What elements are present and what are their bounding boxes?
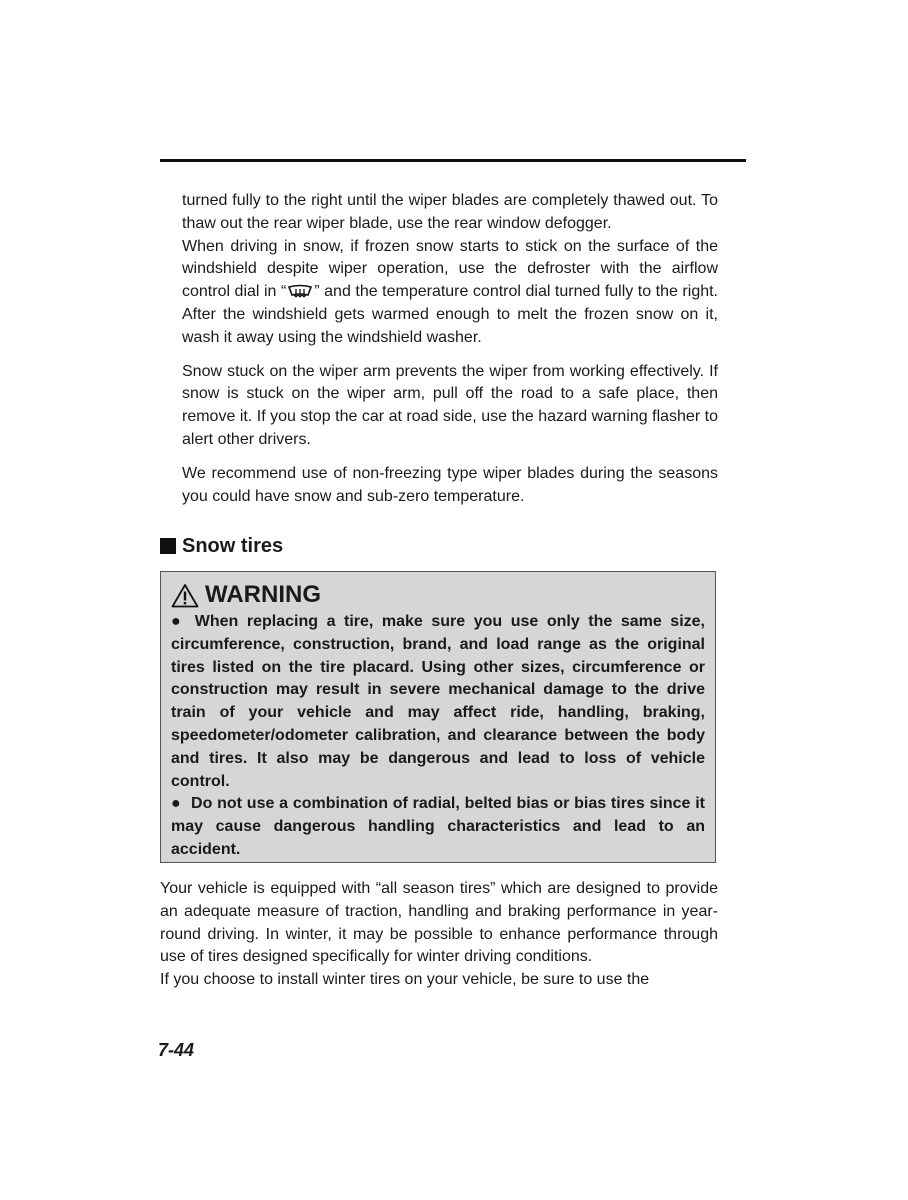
paragraph-defroster-after-text: ” and the temperature control dial turned fully to the right. After the windshield gets warmed enough to melt the frozen snow on it, wash it away using the windshield washer. xyxy=(182,283,719,346)
bullet-icon: ● xyxy=(171,795,182,813)
warning-item-text: When replacing a tire, make sure you use only the same size, circumference, construction, brand, and load range as the original tires listed on the tire placard. Using other sizes, circumference or construction may result in severe mechanical damage to the drive train of your vehicle and may affect ride, handling, braking, speedometer/odometer calibration, and clearance between the body and tires. It also may be dangerous and lead to loss of vehicle control. xyxy=(171,613,705,790)
paragraph-wiper-thaw xyxy=(182,190,718,350)
defroster-icon xyxy=(286,283,314,299)
paragraph-winter-tires: If you choose to install winter tires on your vehicle, be sure to use the xyxy=(160,971,650,989)
warning-title xyxy=(171,580,705,610)
page-number: 7-44 xyxy=(158,1040,195,1060)
warning-triangle-icon xyxy=(171,583,199,608)
warning-box xyxy=(160,571,716,863)
paragraph-wiper-blades: We recommend use of non-freezing type wiper blades during the seasons you could have snow and sub-zero temperature. xyxy=(182,464,718,505)
intro-text-block xyxy=(182,190,718,508)
paragraph-wiper-arm: Snow stuck on the wiper arm prevents the wiper from working effectively. If snow is stuck on the wiper arm, pull off the road to a safe place, then remove it. If you stop the car at road side, use the hazard warning flasher to alert other drivers. xyxy=(182,362,718,448)
paragraph-wiper-thaw-text: turned fully to the right until the wiper blades are completely thawed out. To thaw out the rear wiper blade, use the rear window defogger. xyxy=(182,192,718,232)
paragraph-defroster-before-text: When driving in snow, if frozen snow starts to stick on the surface of the windshield despite wiper operation, use the defroster with the airflow control dial in “ xyxy=(182,237,718,301)
header-rule xyxy=(160,159,746,162)
bullet-icon: ● xyxy=(171,613,185,630)
warning-item-text: Do not use a combination of radial, belted bias or bias tires since it may cause dangerous handling characteristics and lead to an accident. xyxy=(171,795,705,858)
tires-text-block xyxy=(160,878,718,992)
black-square-icon xyxy=(160,538,176,554)
section-heading-text: Snow tires xyxy=(182,535,284,557)
warning-title-text: WARNING xyxy=(205,581,321,608)
section-heading xyxy=(160,532,283,560)
warning-item xyxy=(171,793,705,861)
paragraph-all-season-tires: Your vehicle is equipped with “all season tires” which are designed to provide an adequate measure of traction, handling and braking performance in year-round driving. In winter, it may be possible to enhance performance through use of tires designed specifically for winter driving conditions. xyxy=(160,880,718,966)
warning-item xyxy=(171,611,705,793)
